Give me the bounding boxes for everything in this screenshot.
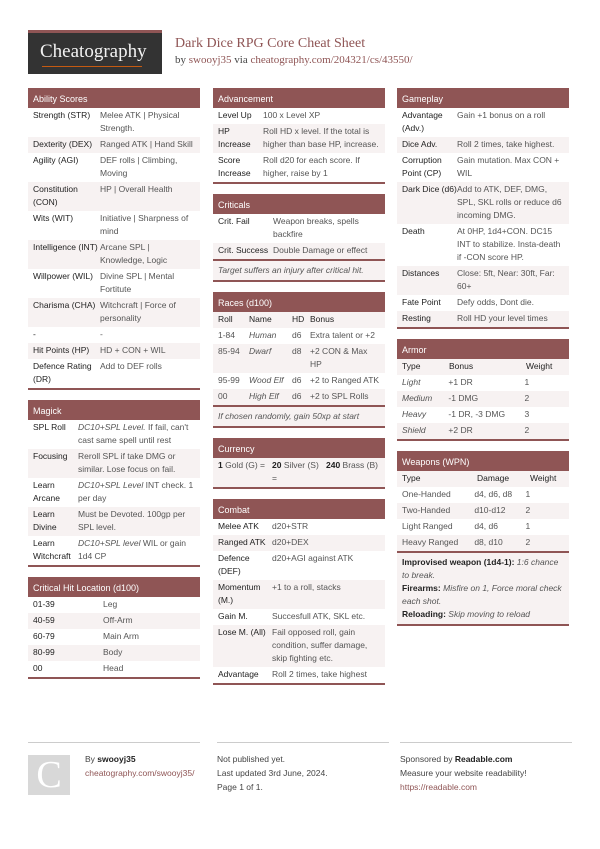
item-value: Weapon breaks, spells backfire <box>273 216 359 239</box>
advancement-section <box>213 88 385 184</box>
table-row <box>213 373 385 389</box>
weapons-notes <box>397 551 569 624</box>
item-value: HD + CON + WIL <box>100 345 166 355</box>
page-number: Page 1 of 1. <box>217 782 263 792</box>
logo-text: Cheatography <box>40 41 147 62</box>
item-value: DEF rolls | Climbing, Moving <box>100 155 178 178</box>
table-cell: Light Ranged <box>402 521 453 531</box>
item-key: Defence Rating (DR) <box>33 361 92 384</box>
table-header-row <box>213 312 385 328</box>
item-value: Close: 5ft, Near: 30ft, Far: 60+ <box>457 268 555 291</box>
item-value-text: If fail, can't cast same spell until rest <box>78 422 189 445</box>
list-item <box>213 124 385 153</box>
column-header: Type <box>402 473 421 483</box>
item-value: Gain +1 bonus on a roll <box>457 110 546 120</box>
item-value: Main Arm <box>103 631 139 641</box>
currency-amount: 1 <box>218 460 223 470</box>
currency-item <box>326 459 380 485</box>
table-cell: Wood Elf <box>249 375 284 385</box>
section-header: Advancement <box>213 88 385 108</box>
item-key: HP Increase <box>218 126 251 149</box>
item-value: Leg <box>103 599 118 609</box>
item-value <box>78 537 195 563</box>
item-key: Death <box>402 226 425 236</box>
table-header-row <box>397 471 569 487</box>
section-header: Armor <box>397 339 569 359</box>
footer-sponsor <box>400 742 572 794</box>
magick-list <box>28 420 200 565</box>
list-item <box>397 137 569 153</box>
column-header: Weight <box>526 361 553 371</box>
list-item <box>397 311 569 327</box>
column-3 <box>397 88 569 636</box>
list-item <box>28 645 200 661</box>
item-key: Distances <box>402 268 440 278</box>
item-key: 40-59 <box>33 615 55 625</box>
item-key: Resting <box>402 313 431 323</box>
list-item <box>28 240 200 269</box>
table-row <box>397 503 569 519</box>
item-value: d20+STR <box>272 521 309 531</box>
item-value: Double Damage or effect <box>273 245 368 255</box>
section-header: Gameplay <box>397 88 569 108</box>
list-item <box>397 224 569 266</box>
item-value: Add to ATK, DEF, DMG, SPL, SKL rolls or reduce d6 incoming DMG. <box>457 184 562 220</box>
table-row <box>213 344 385 373</box>
races-table <box>213 312 385 405</box>
list-item <box>28 343 200 359</box>
item-key: Agility (AGI) <box>33 155 79 165</box>
item-key: Learn Divine <box>33 509 57 532</box>
weapon-note <box>402 582 564 608</box>
item-key: Crit. Fail <box>218 216 250 226</box>
table-cell: 95-99 <box>218 375 240 385</box>
table-cell: 1 <box>525 489 531 499</box>
item-key: Defence (DEF) <box>218 553 250 576</box>
table-cell: Heavy <box>402 409 427 419</box>
author-avatar[interactable]: C <box>28 755 70 795</box>
item-value: 100 x Level XP <box>263 110 321 120</box>
critical-location-list <box>28 597 200 677</box>
table-cell: 1 <box>525 521 531 531</box>
item-value-formula: DC10+SPL Level <box>78 480 144 490</box>
weapon-note-text: 1:6 chance to break. <box>402 557 559 580</box>
sponsor-tagline: Measure your website readability! <box>400 768 527 778</box>
table-cell: d6 <box>292 391 302 401</box>
criticals-section <box>213 194 385 282</box>
table-cell: 2 <box>524 393 530 403</box>
weapons-section <box>397 451 569 626</box>
item-value <box>78 421 195 447</box>
item-key: Dexterity (DEX) <box>33 139 93 149</box>
item-value: Head <box>103 663 124 673</box>
item-key: Melee ATK <box>218 521 259 531</box>
byline <box>175 54 413 66</box>
item-key: Lose M. (All) <box>218 627 266 637</box>
item-value: Off-Arm <box>103 615 133 625</box>
critical-location-section <box>28 577 200 679</box>
sheet-url-link[interactable]: cheatography.com/204321/cs/43550/ <box>250 54 413 66</box>
item-value: Fail opposed roll, gain condition, suffer damage, skip fighting etc. <box>272 627 368 663</box>
item-value: - <box>100 329 103 339</box>
table-row <box>397 535 569 551</box>
combat-list <box>213 519 385 683</box>
currency-item <box>218 459 272 485</box>
table-row <box>397 423 569 439</box>
weapon-note-label: Improvised weapon (1d4-1): <box>402 557 515 567</box>
section-header: Races (d100) <box>213 292 385 312</box>
publish-status: Not published yet. <box>217 754 286 764</box>
criticals-note: Target suffers an injury after critical hit. <box>213 259 385 280</box>
criticals-list <box>213 214 385 259</box>
item-value: +1 to a roll, stacks <box>272 582 341 592</box>
item-key: Fate Point <box>402 297 441 307</box>
list-item <box>397 108 569 137</box>
sponsor-line <box>400 752 572 766</box>
list-item <box>213 108 385 124</box>
item-key: Intelligence (INT) <box>33 242 98 252</box>
table-row <box>213 389 385 405</box>
sponsor-prefix: Sponsored by <box>400 754 455 764</box>
column-header: Bonus <box>449 361 474 371</box>
table-cell: Shield <box>402 425 426 435</box>
item-key: 01-39 <box>33 599 55 609</box>
table-cell: Two-Handed <box>402 505 451 515</box>
section-header: Ability Scores <box>28 88 200 108</box>
races-section <box>213 292 385 428</box>
footer-status <box>217 742 389 794</box>
table-cell: 2 <box>525 537 531 547</box>
item-key: Advantage (Adv.) <box>402 110 443 133</box>
currency-label: Gold (G) = <box>222 460 266 470</box>
table-cell: +2 to SPL Rolls <box>310 391 369 401</box>
section-header: Weapons (WPN) <box>397 451 569 471</box>
armor-table <box>397 359 569 439</box>
table-cell: Light <box>402 377 421 387</box>
item-key: 00 <box>33 663 43 673</box>
currency-label: Brass (B) <box>340 460 378 470</box>
list-item <box>213 609 385 625</box>
table-row <box>397 375 569 391</box>
table-row <box>397 487 569 503</box>
races-note: If chosen randomly, gain 50xp at start <box>213 405 385 426</box>
column-header: Bonus <box>310 314 335 324</box>
list-item <box>28 211 200 240</box>
item-value: Gain mutation. Max CON + WIL <box>457 155 560 178</box>
column-header: HD <box>292 314 305 324</box>
table-cell: 1-84 <box>218 330 236 340</box>
table-cell: d6 <box>292 330 302 340</box>
item-value <box>78 479 195 505</box>
list-item <box>28 108 200 137</box>
currency-section <box>213 438 385 489</box>
footer-author <box>28 742 200 796</box>
table-cell: Medium <box>402 393 433 403</box>
item-key: Constitution (CON) <box>33 184 78 207</box>
list-item <box>213 243 385 259</box>
ability-scores-list <box>28 108 200 388</box>
currency-amount: 20 <box>272 460 282 470</box>
item-value: Add to DEF rolls <box>100 361 162 371</box>
column-2 <box>213 88 385 695</box>
item-value-text: Reroll SPL if take DMG or similar. Lose focus on fail. <box>78 451 176 474</box>
list-item <box>213 153 385 182</box>
section-header: Magick <box>28 400 200 420</box>
section-header: Combat <box>213 499 385 519</box>
column-header: Weight <box>530 473 557 483</box>
item-key: Wits (WIT) <box>33 213 74 223</box>
item-value-text: WIL or gain 1d4 CP <box>78 538 186 561</box>
list-item <box>28 327 200 343</box>
ability-scores-section <box>28 88 200 390</box>
list-item <box>28 613 200 629</box>
item-key: Strength (STR) <box>33 110 91 120</box>
list-item <box>213 214 385 243</box>
list-item <box>28 536 200 565</box>
weapon-note <box>402 556 564 582</box>
advancement-list <box>213 108 385 182</box>
sponsor-name[interactable]: Readable.com <box>454 754 513 764</box>
item-key: Willpower (WIL) <box>33 271 93 281</box>
item-key: - <box>33 329 36 339</box>
table-cell: 1 <box>524 377 530 387</box>
list-item <box>397 295 569 311</box>
column-header: Damage <box>477 473 510 483</box>
item-value: Roll d20 for each score. If higher, raise by 1 <box>263 155 360 178</box>
table-row <box>397 519 569 535</box>
item-key: Hit Points (HP) <box>33 345 90 355</box>
column-header: Type <box>402 361 421 371</box>
table-cell: d10-d12 <box>474 505 506 515</box>
list-item <box>28 269 200 298</box>
item-value: HP | Overall Health <box>100 184 173 194</box>
table-cell: Human <box>249 330 277 340</box>
item-key: Dark Dice (d6) <box>402 184 457 194</box>
list-item <box>397 266 569 295</box>
sponsor-url[interactable]: https://readable.com <box>400 782 478 792</box>
section-header: Criticals <box>213 194 385 214</box>
item-value: Roll 2 times, take highest. <box>457 139 555 149</box>
gameplay-section <box>397 88 569 329</box>
list-item <box>28 420 200 449</box>
item-value: Defy odds, Dont die. <box>457 297 535 307</box>
list-item <box>213 580 385 609</box>
weapon-note-text: Misfire on 1, Force moral check each shot. <box>402 583 562 606</box>
footer-author-info <box>85 752 200 780</box>
list-item <box>213 519 385 535</box>
list-item <box>28 449 200 478</box>
item-value: Succesfull ATK, SKL etc. <box>272 611 366 621</box>
currency-label: Silver (S) = <box>272 460 319 483</box>
by-label: by <box>175 54 186 66</box>
list-item <box>28 507 200 536</box>
table-row <box>213 328 385 344</box>
combat-section <box>213 499 385 685</box>
table-cell: Dwarf <box>249 346 272 356</box>
currency-amount: 240 <box>326 460 341 470</box>
table-cell: d8, d10 <box>474 537 503 547</box>
list-item <box>397 182 569 224</box>
list-item <box>28 629 200 645</box>
item-key: Crit. Success <box>218 245 269 255</box>
logo-underline <box>42 66 142 67</box>
table-cell: -1 DR, -3 DMG <box>448 409 506 419</box>
column-1 <box>28 88 200 689</box>
table-row <box>397 407 569 423</box>
table-cell: 2 <box>525 505 531 515</box>
weapon-note-text: Skip moving to reload <box>445 609 531 619</box>
table-header-row <box>397 359 569 375</box>
item-value <box>78 450 195 476</box>
list-item <box>28 153 200 182</box>
item-key: Momentum (M.) <box>218 582 261 605</box>
item-key: Corruption Point (CP) <box>402 155 442 178</box>
table-cell: d4, d6, d8 <box>474 489 513 499</box>
item-key: Learn Arcane <box>33 480 60 503</box>
table-cell: +2 CON & Max HP <box>310 346 368 369</box>
footer-by <box>85 752 200 766</box>
list-item <box>213 625 385 667</box>
footer-author-link[interactable]: swooyj35 <box>97 754 136 764</box>
list-item <box>28 661 200 677</box>
item-value-text: Must be Devoted. 100gp per SPL level. <box>78 509 186 532</box>
weapon-note-label: Reloading: <box>402 609 446 619</box>
magick-section <box>28 400 200 567</box>
item-value: Divine SPL | Mental Fortitute <box>100 271 175 294</box>
item-key: Focusing <box>33 451 68 461</box>
by-label: By <box>85 754 98 764</box>
table-cell: +2 DR <box>448 425 473 435</box>
table-cell: d4, d6 <box>474 521 498 531</box>
page-title: Dark Dice RPG Core Cheat Sheet <box>175 36 366 51</box>
item-key: SPL Roll <box>33 422 66 432</box>
gameplay-list <box>397 108 569 327</box>
item-value-formula: DC10+SPL level <box>78 538 141 548</box>
item-key: Gain M. <box>218 611 248 621</box>
currency-row <box>213 458 385 487</box>
table-cell: 3 <box>524 409 530 419</box>
table-cell: -1 DMG <box>448 393 479 403</box>
table-cell: d8 <box>292 346 302 356</box>
item-value: d20+AGI against ATK <box>272 553 354 563</box>
column-header: Name <box>249 314 272 324</box>
item-value: Ranged ATK | Hand Skill <box>100 139 193 149</box>
item-value: Roll 2 times, take highest <box>272 669 367 679</box>
item-value <box>78 508 195 534</box>
last-updated: Last updated 3rd June, 2024. <box>217 768 328 778</box>
table-cell: +1 DR <box>448 377 473 387</box>
list-item <box>397 153 569 182</box>
item-value: d20+DEX <box>272 537 309 547</box>
item-value-text: INT check. 1 per day <box>78 480 194 503</box>
table-cell: 2 <box>524 425 530 435</box>
weapon-note-label: Firearms: <box>402 583 441 593</box>
weapons-table <box>397 471 569 551</box>
item-key: Level Up <box>218 110 252 120</box>
section-header: Critical Hit Location (d100) <box>28 577 200 597</box>
column-header: Roll <box>218 314 233 324</box>
item-key: Ranged ATK <box>218 537 266 547</box>
item-key: Learn Witchcraft <box>33 538 71 561</box>
item-value: At 0HP, 1d4+CON. DC15 INT to stabilize. Insta-death if -CON score HP. <box>457 226 561 262</box>
weapon-note <box>402 608 564 621</box>
item-value: Roll HD your level times <box>457 313 548 323</box>
item-key: Advantage <box>218 669 259 679</box>
item-value: Witchcraft | Force of personality <box>100 300 176 323</box>
table-cell: +2 to Ranged ATK <box>310 375 380 385</box>
list-item <box>28 298 200 327</box>
item-key: Score Increase <box>218 155 251 178</box>
item-value: Initiative | Sharpness of mind <box>100 213 189 236</box>
table-row <box>397 391 569 407</box>
footer-author-url[interactable]: cheatography.com/swooyj35/ <box>85 768 195 778</box>
list-item <box>28 478 200 507</box>
list-item <box>213 667 385 683</box>
armor-section <box>397 339 569 441</box>
list-item <box>213 535 385 551</box>
item-key: Dice Adv. <box>402 139 438 149</box>
item-value: Arcane SPL | Knowledge, Logic <box>100 242 168 265</box>
table-cell: d6 <box>292 375 302 385</box>
list-item <box>28 137 200 153</box>
table-cell: Heavy Ranged <box>402 537 459 547</box>
table-cell: 85-94 <box>218 346 240 356</box>
table-cell: Extra talent or +2 <box>310 330 375 340</box>
cheatography-logo[interactable] <box>28 30 162 74</box>
item-value-formula: DC10+SPL Level. <box>78 422 146 432</box>
currency-item <box>272 459 326 485</box>
item-value: Melee ATK | Physical Strength. <box>100 110 180 133</box>
item-key: Charisma (CHA) <box>33 300 96 310</box>
list-item <box>28 597 200 613</box>
list-item <box>213 551 385 580</box>
via-label: via <box>234 54 248 66</box>
table-cell: High Elf <box>249 391 279 401</box>
item-key: 80-99 <box>33 647 55 657</box>
item-value: Body <box>103 647 123 657</box>
item-value: Roll HD x level. If the total is higher than base HP, increase. <box>263 126 379 149</box>
section-header: Currency <box>213 438 385 458</box>
table-cell: One-Handed <box>402 489 451 499</box>
list-item <box>28 182 200 211</box>
list-item <box>28 359 200 388</box>
item-key: 60-79 <box>33 631 55 641</box>
author-link[interactable]: swooyj35 <box>188 54 232 66</box>
table-cell: 00 <box>218 391 228 401</box>
